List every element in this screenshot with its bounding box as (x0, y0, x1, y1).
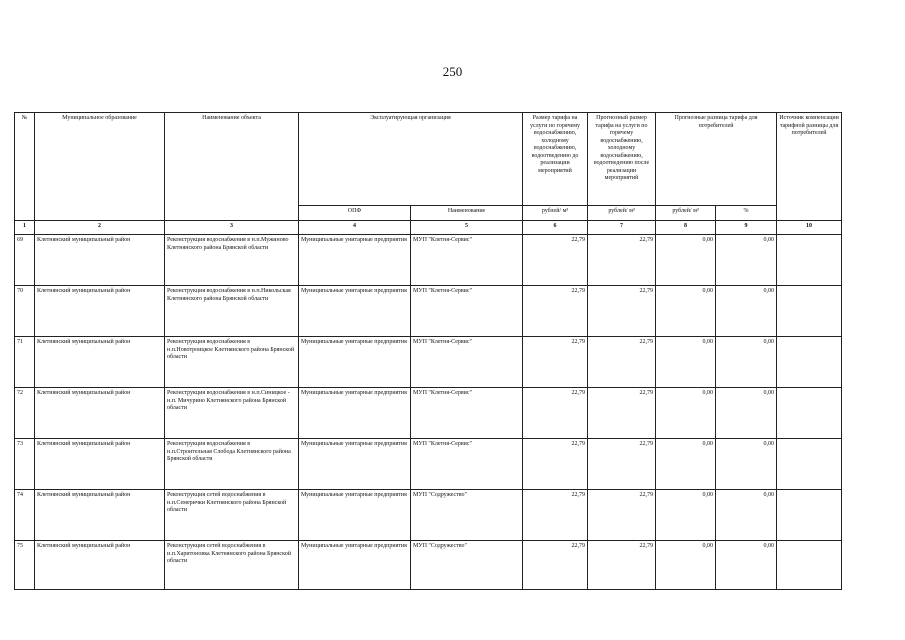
header-unit-diff: рублей/ м³ (656, 206, 716, 221)
tariff-cell: 22,79 (523, 235, 588, 286)
tariff-cell: 22,79 (523, 439, 588, 490)
column-number: 3 (165, 221, 299, 235)
diff-rub-cell: 0,00 (656, 439, 716, 490)
forecast-cell: 22,79 (588, 388, 656, 439)
tariff-cell: 22,79 (523, 337, 588, 388)
header-no: № (15, 113, 35, 221)
table-row (15, 235, 842, 286)
forecast-cell: 22,79 (588, 286, 656, 337)
table-row (15, 541, 842, 590)
diff-rub-cell: 0,00 (656, 286, 716, 337)
object-cell: Реконструкция сетей водоснабжения в н.п.Харитоновка Клетнянского района Брянской области (165, 541, 299, 590)
diff-pct-cell: 0,00 (716, 235, 777, 286)
organization-cell: МУП "Клетня-Сервис" (411, 388, 523, 439)
municipality-cell: Клетнянский муниципальный район (35, 337, 165, 388)
source-cell (777, 388, 842, 439)
column-number: 6 (523, 221, 588, 235)
column-number: 4 (299, 221, 411, 235)
municipality-cell: Клетнянский муниципальный район (35, 541, 165, 590)
table-row (15, 439, 842, 490)
opf-cell: Муниципальные унитарные предприятия (299, 541, 411, 590)
header-municipality: Муниципальное образование (35, 113, 165, 221)
tariff-cell: 22,79 (523, 541, 588, 590)
source-cell (777, 337, 842, 388)
header-opf: ОПФ (299, 206, 411, 221)
forecast-cell: 22,79 (588, 541, 656, 590)
header-forecast: Прогнозный размер тарифа на услуги по горячему водоснабжению, холодному водоснабжению, водоотведению после реализации мероприятий (588, 113, 656, 206)
opf-cell: Муниципальные унитарные предприятия (299, 235, 411, 286)
object-cell: Реконструкция водоснабжения в н.п.Синицкое - н.п. Мичурино Клетнянского района Брянской области (165, 388, 299, 439)
row-number: 74 (15, 490, 35, 541)
organization-cell: МУП "Содружество" (411, 541, 523, 590)
header-diff: Прогнозные разница тарифа для потребителей (656, 113, 777, 206)
column-number: 9 (716, 221, 777, 235)
forecast-cell: 22,79 (588, 235, 656, 286)
diff-pct-cell: 0,00 (716, 490, 777, 541)
municipality-cell: Клетнянский муниципальный район (35, 388, 165, 439)
header-object: Наименование объекта (165, 113, 299, 221)
source-cell (777, 541, 842, 590)
diff-rub-cell: 0,00 (656, 235, 716, 286)
municipality-cell: Клетнянский муниципальный район (35, 439, 165, 490)
header-unit-tariff: рублей/ м³ (523, 206, 588, 221)
row-number: 73 (15, 439, 35, 490)
opf-cell: Муниципальные унитарные предприятия (299, 388, 411, 439)
municipality-cell: Клетнянский муниципальный район (35, 490, 165, 541)
row-number: 72 (15, 388, 35, 439)
organization-cell: МУП "Содружество" (411, 490, 523, 541)
source-cell (777, 439, 842, 490)
diff-rub-cell: 0,00 (656, 490, 716, 541)
tariff-cell: 22,79 (523, 388, 588, 439)
row-number: 75 (15, 541, 35, 590)
column-number: 8 (656, 221, 716, 235)
column-number-row (15, 221, 842, 235)
column-number: 7 (588, 221, 656, 235)
header-source: Источник компенсации тарифной разницы для потребителей (777, 113, 842, 221)
header-tariff: Размер тарифа на услуги по горячему водоснабжению, холодному водоснабжению, водоотведению до реализации мероприятий (523, 113, 588, 206)
object-cell: Реконструкция сетей водоснабжения в н.п.Семерички Клетнянского района Брянской области (165, 490, 299, 541)
row-number: 70 (15, 286, 35, 337)
opf-cell: Муниципальные унитарные предприятия (299, 286, 411, 337)
object-cell: Реконструкция водоснабжения в н.п.Мужиново Клетнянского района Брянской области (165, 235, 299, 286)
diff-pct-cell: 0,00 (716, 439, 777, 490)
diff-rub-cell: 0,00 (656, 541, 716, 590)
header-unit-forecast: рублей/ м³ (588, 206, 656, 221)
tariff-table (14, 112, 842, 590)
organization-cell: МУП "Клетня-Сервис" (411, 439, 523, 490)
source-cell (777, 286, 842, 337)
forecast-cell: 22,79 (588, 337, 656, 388)
row-number: 71 (15, 337, 35, 388)
tariff-cell: 22,79 (523, 490, 588, 541)
diff-rub-cell: 0,00 (656, 388, 716, 439)
diff-rub-cell: 0,00 (656, 337, 716, 388)
opf-cell: Муниципальные унитарные предприятия (299, 490, 411, 541)
header-unit-pct: % (716, 206, 777, 221)
forecast-cell: 22,79 (588, 439, 656, 490)
source-cell (777, 235, 842, 286)
table-row (15, 388, 842, 439)
municipality-cell: Клетнянский муниципальный район (35, 286, 165, 337)
diff-pct-cell: 0,00 (716, 286, 777, 337)
organization-cell: МУП "Клетня-Сервис" (411, 337, 523, 388)
row-number: 69 (15, 235, 35, 286)
source-cell (777, 490, 842, 541)
opf-cell: Муниципальные унитарные предприятия (299, 337, 411, 388)
table-row (15, 490, 842, 541)
header-name: Наименование (411, 206, 523, 221)
tariff-cell: 22,79 (523, 286, 588, 337)
diff-pct-cell: 0,00 (716, 541, 777, 590)
organization-cell: МУП "Клетня-Сервис" (411, 286, 523, 337)
table-row (15, 286, 842, 337)
object-cell: Реконструкция водоснабжения в н.п.Новотроицкое Клетнянского района Брянской области (165, 337, 299, 388)
column-number: 5 (411, 221, 523, 235)
header-org: Эксплуатирующая организация (299, 113, 523, 206)
opf-cell: Муниципальные унитарные предприятия (299, 439, 411, 490)
table-row (15, 337, 842, 388)
column-number: 1 (15, 221, 35, 235)
object-cell: Реконструкция водоснабжения в н.п.Строительная Слобода Клетнянского района Брянской области (165, 439, 299, 490)
diff-pct-cell: 0,00 (716, 337, 777, 388)
forecast-cell: 22,79 (588, 490, 656, 541)
column-number: 10 (777, 221, 842, 235)
column-number: 2 (35, 221, 165, 235)
object-cell: Реконструкция водоснабжения в н.п.Никольская Клетнянского района Брянской области (165, 286, 299, 337)
header-row (15, 113, 842, 206)
municipality-cell: Клетнянский муниципальный район (35, 235, 165, 286)
diff-pct-cell: 0,00 (716, 388, 777, 439)
page-number: 250 (442, 64, 463, 79)
organization-cell: МУП "Клетня-Сервис" (411, 235, 523, 286)
